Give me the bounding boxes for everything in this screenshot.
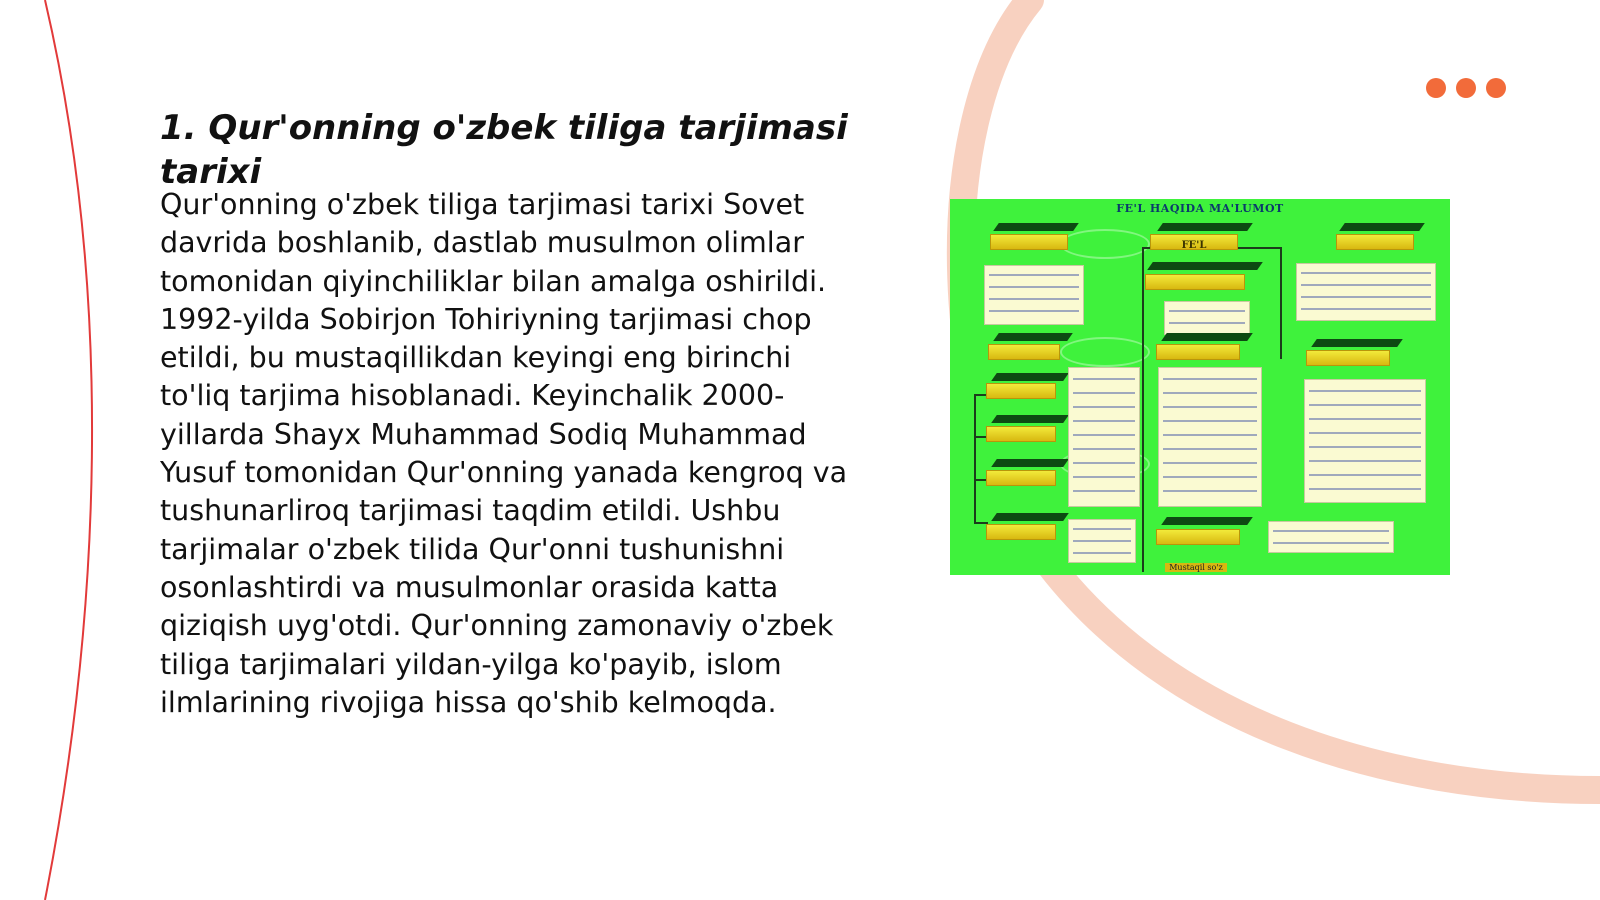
left-accent-curve [45,0,92,900]
diagram-footer-label: Mustaqil so'z [1165,563,1227,572]
dot-1 [1426,78,1446,98]
dot-3 [1486,78,1506,98]
dot-2 [1456,78,1476,98]
slide-title: 1. Qur'onning o'zbek tiliga tarjimasi tarixi [160,108,848,192]
diagram-center-label: FE'L [1181,240,1207,251]
dots-decoration [1426,78,1506,98]
slide-body: Qur'onning o'zbek tiliga tarjimasi tarixi Sovet davrida boshlanib, dastlab musulmon olimlar tomonidan qiyinchiliklar bilan amalga oshirildi. 1992-yilda Sobirjon Tohiriyning tarjimasi chop etildi, bu mustaqillikdan keyingi eng birinchi to'liq tarjima hisoblanadi. Keyinchalik 2000-yillarda Shayx Muhammad Sodiq Muhammad Yusuf tomonidan Qur'onning yanada kengroq va tushunarliroq tarjimasi taqdim etildi. Ushbu tarjimalar o'zbek tilida Qur'onni tushunishni osonlashtirdi va musulmonlar orasida katta qiziqish uyg'otdi. Qur'onning zamonaviy o'zbek tiliga tarjimalari yildan-yilga ko'payib, islom ilmlarining rivojiga hissa qo'shib kelmoqda. [160,188,848,719]
diagram-title: FE'L HAQIDA MA'LUMOT [1116,202,1284,215]
verb-info-diagram-image [950,199,1450,575]
